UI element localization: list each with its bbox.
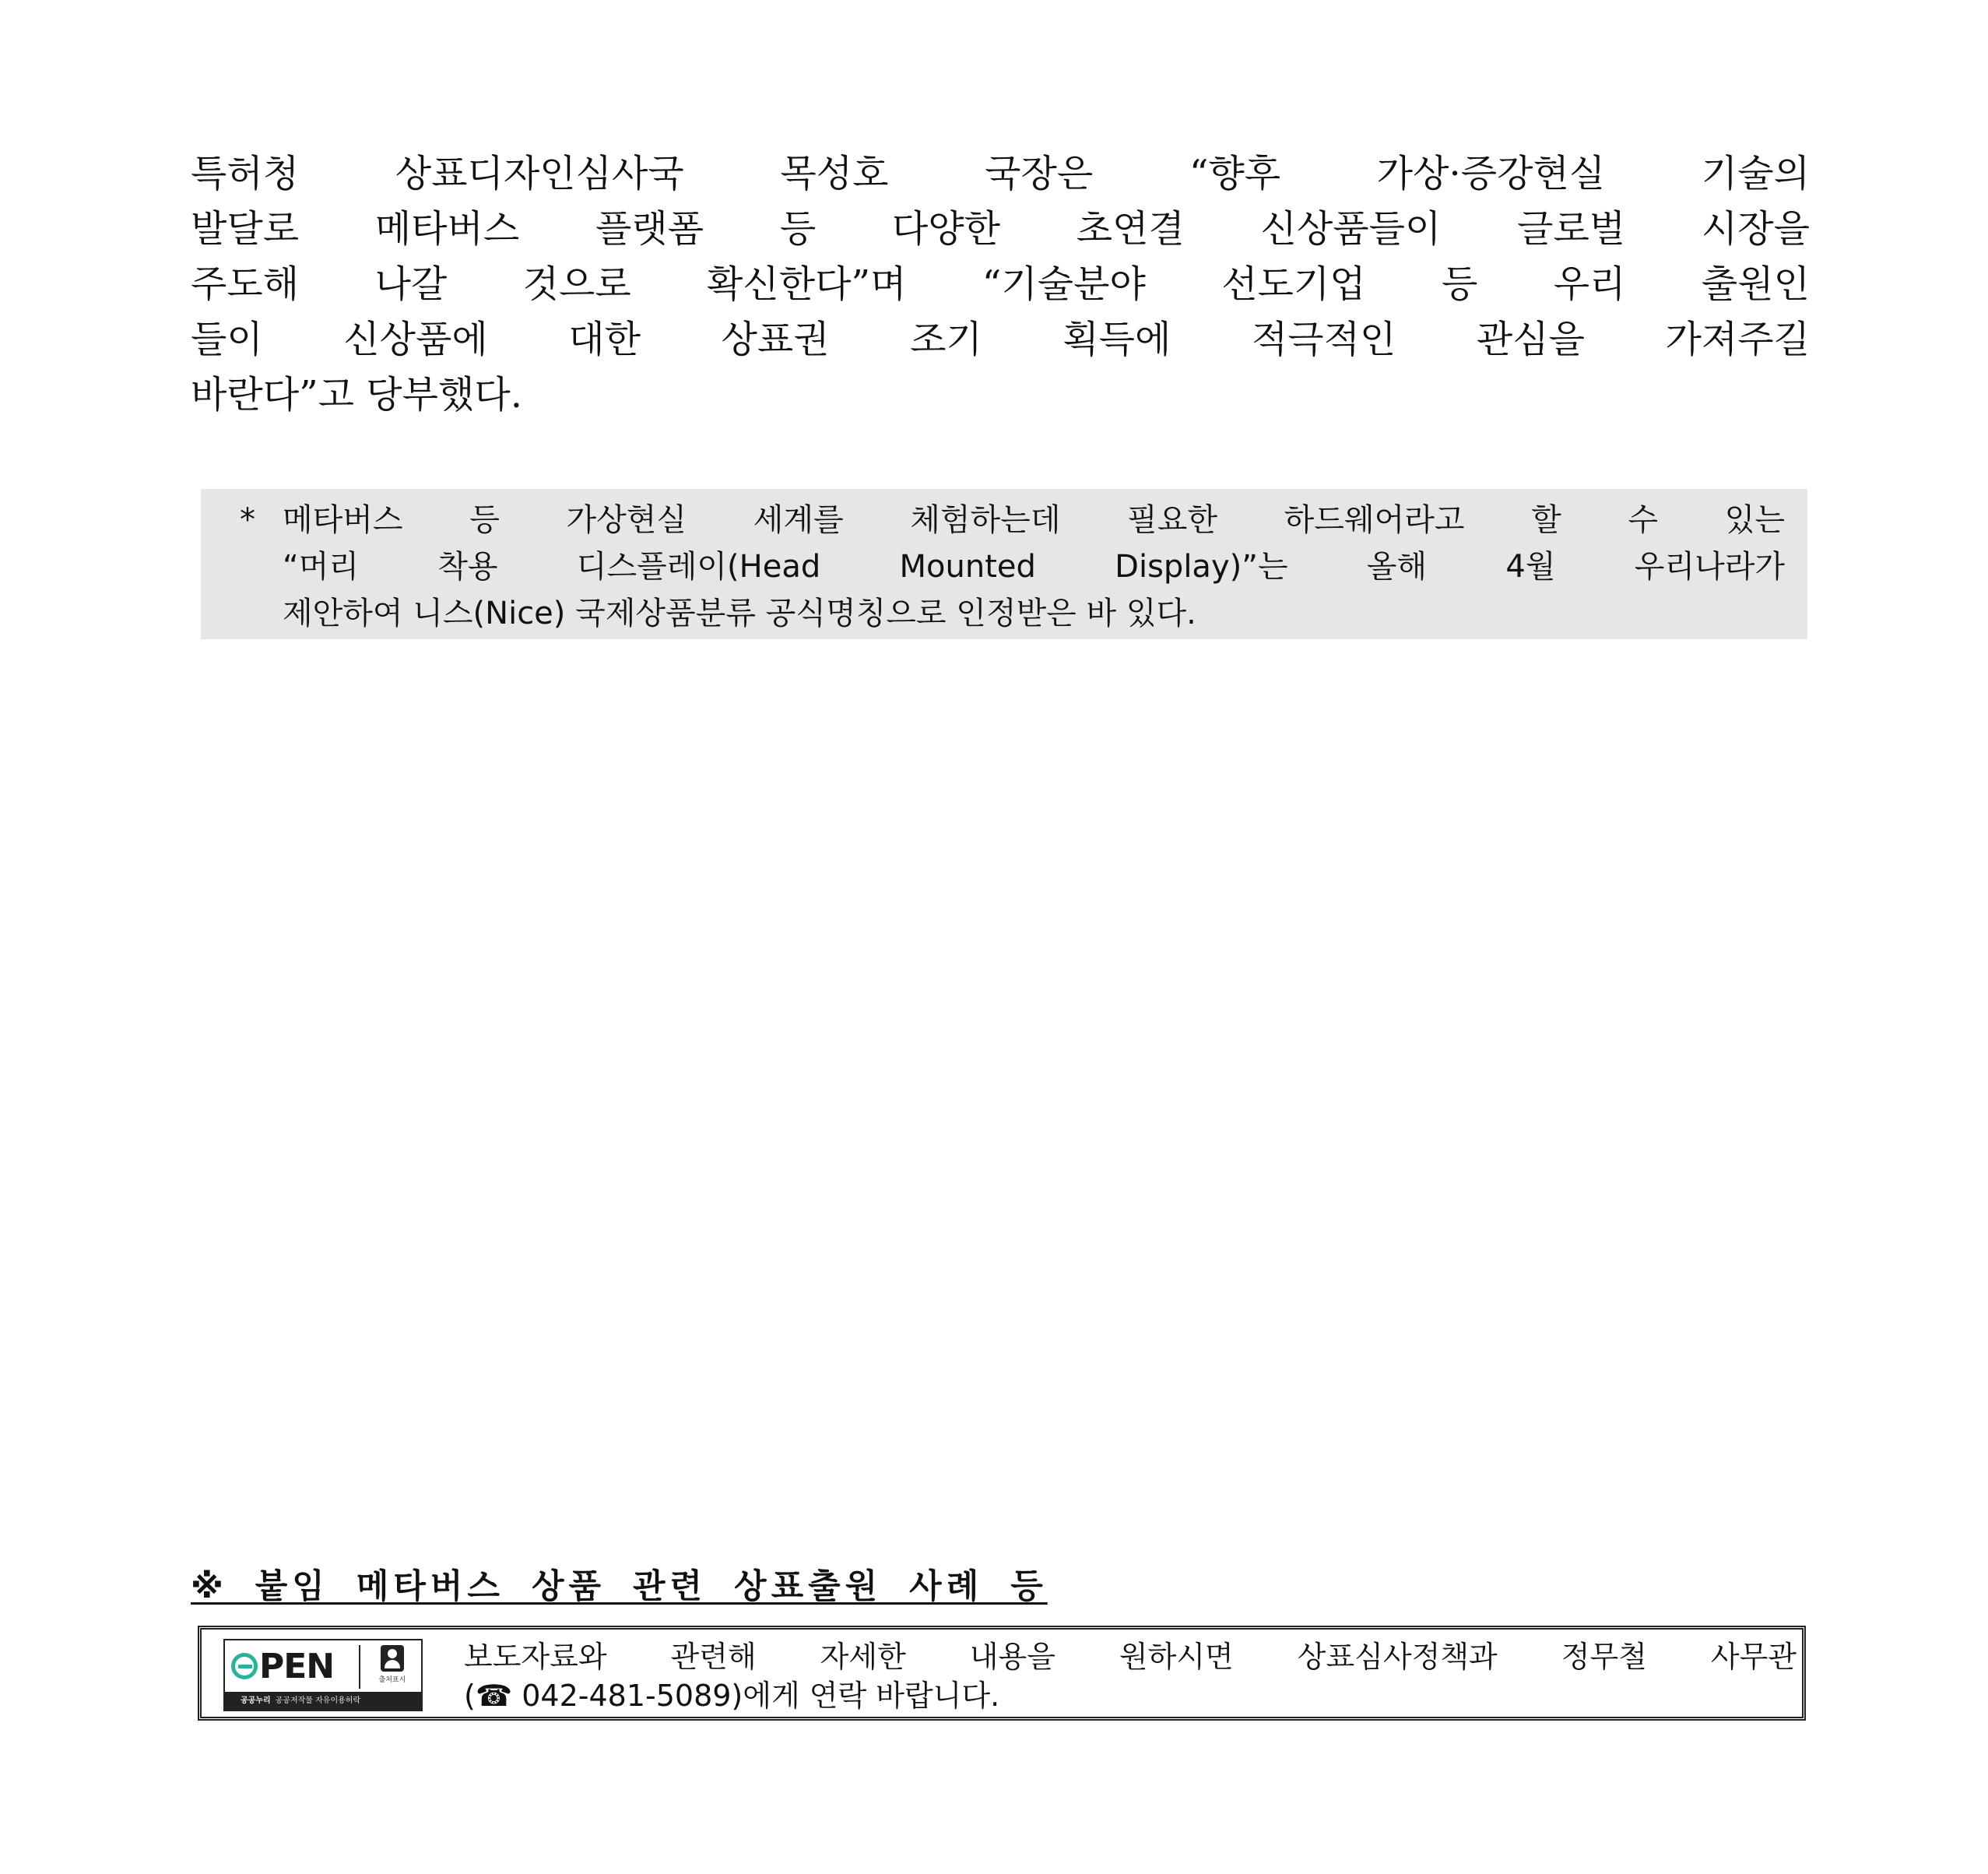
main-paragraph-line: 발달로 메타버스 플랫폼 등 다양한 초연결 신상품들이 글로벌 시장을 (191, 207, 1810, 251)
badge-footer-bar (225, 1692, 421, 1710)
contact-line: (☎ 042-481-5089)에게 연락 바랍니다. (464, 1679, 1000, 1713)
contact-box (198, 1626, 1806, 1721)
person-icon (381, 1645, 404, 1672)
open-license-badge (223, 1639, 423, 1711)
open-o-icon (231, 1653, 258, 1679)
footnote-line: “머리 착용 디스플레이(Head Mounted Display)”는 올해 4월 우리나라가 (283, 549, 1786, 585)
main-paragraph-line: 특허청 상표디자인심사국 목성호 국장은 “향후 가상·증강현실 기술의 (191, 152, 1810, 195)
contact-line: 보도자료와 관련해 자세한 내용을 원하시면 상표심사정책과 정무철 사무관 (464, 1640, 1797, 1674)
attribution-caption: 출처표시 (378, 1676, 406, 1684)
badge-divider (359, 1645, 360, 1689)
contact-text (464, 1637, 1797, 1715)
main-paragraph-line: 주도해 나갈 것으로 확신한다”며 “기술분야 선도기업 등 우리 출원인 (191, 262, 1810, 306)
main-paragraph (191, 146, 1810, 423)
footnote-marker: * (240, 502, 255, 538)
footnote-line: 제안하여 니스(Nice) 국제상품분류 공식명칭으로 인정받은 바 있다. (283, 596, 1196, 631)
footnote-line: 메타버스 등 가상현실 세계를 체험하는데 필요한 하드웨어라고 할 수 있는 (283, 502, 1785, 538)
badge-brand: 공공누리 (241, 1696, 271, 1705)
main-paragraph-line: 들이 신상품에 대한 상표권 조기 획득에 적극적인 관심을 가져주길 (191, 318, 1810, 361)
badge-license-text: 공공저작물 자유이용허락 (275, 1696, 361, 1705)
open-logo (231, 1642, 356, 1692)
main-paragraph-line: 바란다”고 당부했다. (191, 373, 522, 417)
attribution-icon (368, 1645, 416, 1689)
open-logo-text: PEN (259, 1647, 335, 1686)
attachment-heading: ※ 붙임 메타버스 상품 관련 상표출원 사례 등 (191, 1567, 1048, 1606)
footnote-text (283, 497, 1785, 637)
footnote-box (201, 489, 1807, 639)
